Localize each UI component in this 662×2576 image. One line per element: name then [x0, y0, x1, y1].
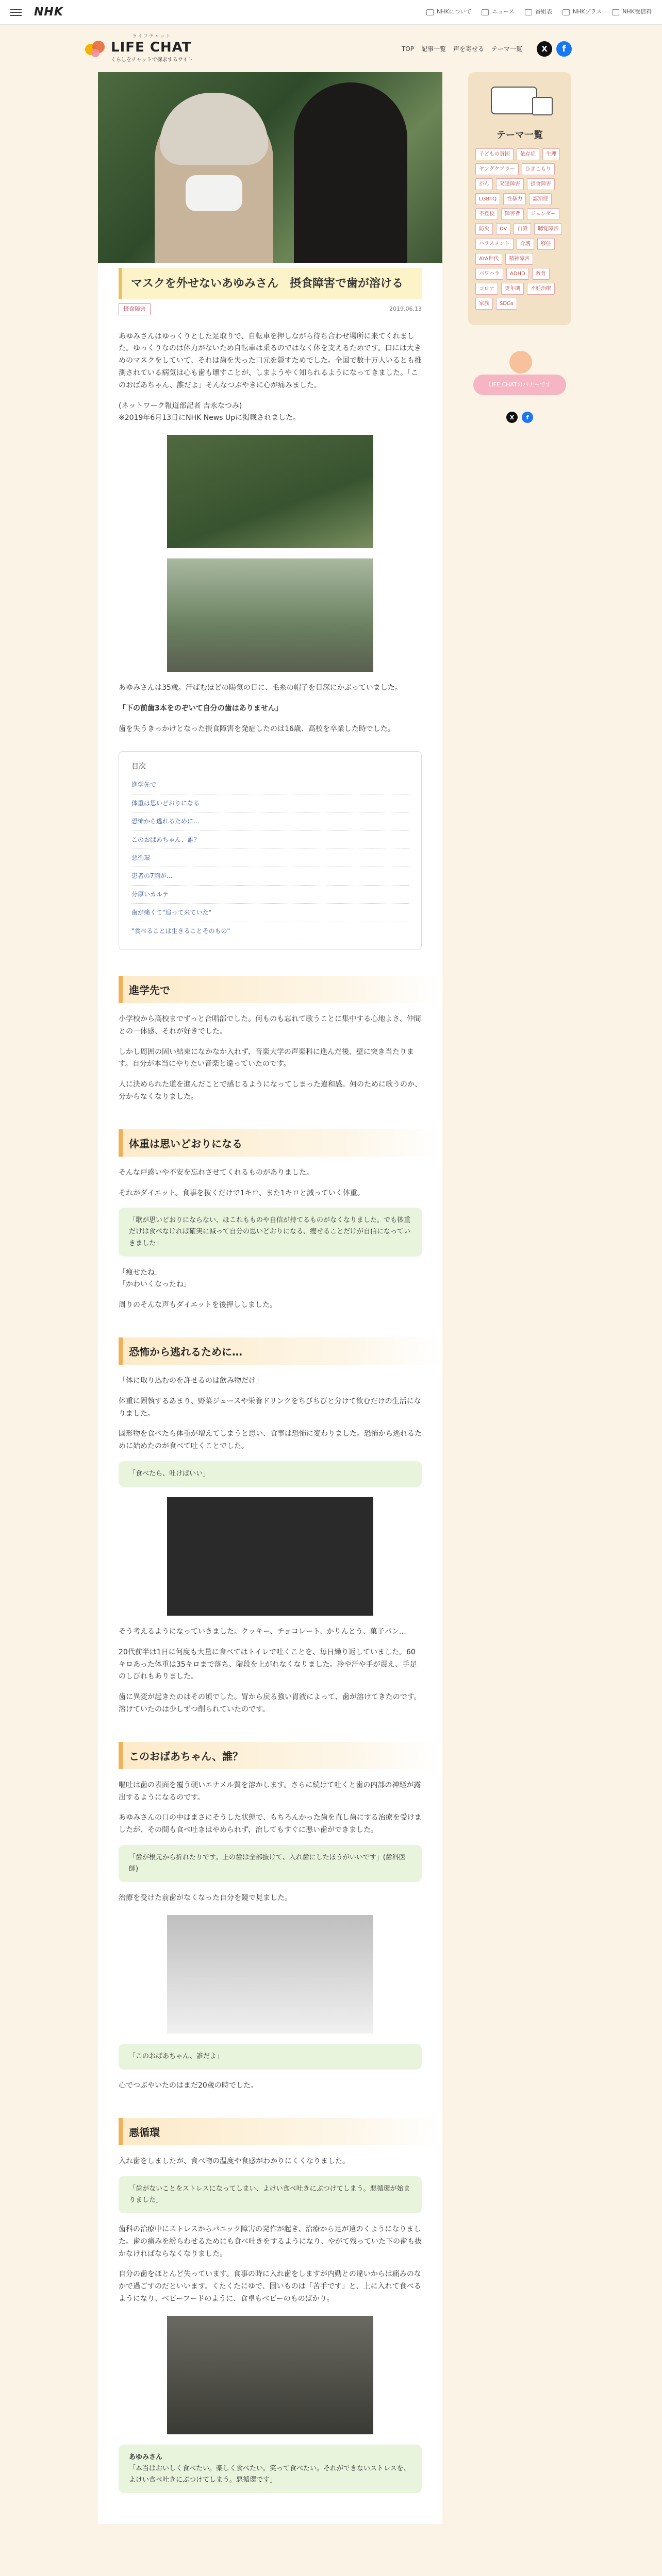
quote-text: 「本当はおいしく食べたい。楽しく食べたい。笑って食べたい。それができないストレスを、よけい食べ吐きにぶつけてしまう。悪循環です」: [129, 2464, 410, 2484]
nav-themes[interactable]: テーマ一覧: [491, 45, 522, 53]
brand-logo-icon: [85, 39, 106, 59]
theme-tag[interactable]: 発達障害: [496, 178, 524, 190]
photo-masked-woman: [167, 435, 373, 548]
theme-tag[interactable]: 防災: [475, 223, 493, 235]
section-paragraph: 体重に固執するあまり、野菜ジュースや栄養ドリンクをちびちびと分けて飲むだけの生活になりました。: [119, 1397, 421, 1418]
section-heading: 悪循環: [119, 2118, 442, 2145]
top-links: [426, 7, 652, 17]
theme-tag[interactable]: 摂食障害: [527, 178, 555, 190]
theme-tag[interactable]: 聴覚障害: [534, 223, 562, 235]
section-paragraph: しかし周囲の固い結束になかなか入れず、音楽大学の声楽科に進んだ後、壁に突き当たります。自分が本当にやりたい音楽と違っていたのです。: [119, 1047, 414, 1069]
section-heading: 恐怖から逃れるために…: [119, 1337, 442, 1365]
theme-tag[interactable]: 家族: [475, 298, 493, 310]
theme-tag[interactable]: 精神障害: [505, 253, 533, 265]
toc-item[interactable]: 悪循環: [131, 849, 409, 867]
intro-paragraph: あゆみさんはゆっくりとした足取りで、自転車を押しながら待ち合わせ場所に来てくれました。ゆっくりなのは体力がないため自転車は乗るのではなく体を支えるためです。口には大きめのマスクをしていて、それは歯を失った口元を隠すためでした。全国で数十万人いるとも推測されている病気は心も歯も壊すことが、しまようやく知られるようになってきました。「このおばあちゃん、誰だよ」そんなつぶやきに心が痛みました。: [119, 332, 422, 389]
play-icon: [562, 9, 570, 15]
section-paragraph: 嘔吐は歯の表面を覆う硬いエナメル質を溶かします。さらに続けて吐くと歯の内部の神経が露出するようになるのです。: [119, 1781, 421, 1802]
top-link-plus[interactable]: NHKプラス: [562, 7, 602, 17]
section-paragraph: あゆみさんの口の中はまさにそうした状態で、もちろんかった歯を直し歯にする治療を受けましたが、その間も食べ吐きはやめられず、治してもすぐに悪い歯ができました。: [119, 1814, 422, 1835]
quote-box: 「歯がないことをストレスになってしまい、よけい食べ吐きにぶつけてしまう。悪循環が始まりました」: [119, 2176, 422, 2213]
nav-contribute[interactable]: 声を寄せる: [453, 45, 484, 53]
theme-tag[interactable]: 自殺: [514, 223, 531, 235]
theme-tag[interactable]: DV: [496, 223, 510, 235]
photo-eating: [167, 1497, 373, 1616]
news-icon: [482, 9, 489, 15]
theme-tag[interactable]: 障害者: [501, 208, 524, 220]
toc-item[interactable]: 歯が痛くて"追って来ていた": [131, 904, 409, 922]
theme-tag[interactable]: パワハラ: [475, 268, 503, 280]
toc-item[interactable]: 分厚いカルテ: [131, 886, 409, 904]
laptop-illustration-icon: [475, 81, 564, 123]
theme-tag[interactable]: 更年期: [501, 283, 524, 295]
theme-tag[interactable]: LGBTQ: [475, 193, 500, 205]
theme-tag[interactable]: がん: [475, 178, 493, 190]
article-date: 2019.06.13: [389, 306, 422, 312]
menu-icon[interactable]: [10, 9, 22, 16]
section-paragraph: 入れ歯をしましたが、食べ物の温度や食感がわかりにくくなりました。: [119, 2157, 350, 2165]
theme-tag[interactable]: 教育: [532, 268, 550, 280]
quote-box: 「歯が根元から折れたりです。上の歯は全部抜けて、入れ歯にしたほうがいいです」(歯科医師): [119, 1845, 422, 1882]
toc-item[interactable]: 体重は思いどおりになる: [131, 794, 409, 812]
table-of-contents: [119, 751, 422, 950]
top-link-about[interactable]: NHKについて: [426, 7, 472, 17]
theme-list-title: テーマ一覧: [496, 130, 543, 141]
theme-tag[interactable]: ハラスメント: [475, 238, 514, 250]
section-paragraph: 自分の歯をほとんど失っています。食事の時に入れ歯をしますが内勤との違いからは痛みのなかで過ごすのだといいます。くたくたにゆで、固いものは「苦手です」と、上に入れて食べるようになり、ベビーフードのように、食卓もベビーのものばかり。: [119, 2270, 421, 2303]
section-heading: 進学先で: [119, 976, 442, 1003]
section-paragraph: そんな戸惑いや不安を忘れさせてくれるものがありました。: [119, 1168, 313, 1177]
sns-buttons: [537, 41, 572, 57]
theme-tag[interactable]: 依存症: [517, 148, 539, 160]
quote-speaker: あゆみさん: [129, 2453, 163, 2461]
section-paragraph: 小学校から高校までずっと合唱部でした。何ものも忘れて歌うことに集中する心地よさ、仲間との一体感、それが好きでした。: [119, 1014, 421, 1036]
site-header: [0, 25, 662, 71]
theme-tag[interactable]: 認知症: [529, 193, 552, 205]
theme-tag[interactable]: 介護: [517, 238, 534, 250]
section-paragraph: 固形物を食べたら体重が増えてしまうと思い、食事は恐怖に変わりました。恐怖から逃れるために始めたのが食べて吐くことでした。: [119, 1430, 422, 1451]
section-paragraph: 周りのそんな声もダイエットを後押ししました。: [119, 1301, 277, 1310]
article-title-box: [119, 268, 422, 299]
x-share-icon[interactable]: X: [537, 41, 552, 57]
theme-panel: [468, 72, 571, 325]
quote-box: 「このおばあちゃん、誰だよ」: [119, 2044, 422, 2070]
body-quote: 「下の前歯3本をのぞいて自分の歯はありません」: [119, 704, 283, 713]
section-paragraph: 20代前半は1日に何度も大量に食べてはトイレで吐くことを、毎日繰り返していました。60キロあった体重は35キロまで落ち、階段を上がれなくなりました。冷や汗や手が震え、手足のしびれもありました。: [119, 1648, 417, 1681]
banner-character-icon: [509, 351, 532, 374]
theme-tag[interactable]: SDGs: [496, 298, 517, 310]
theme-list: [475, 148, 564, 310]
toc-item[interactable]: 進学先で: [131, 776, 409, 794]
hero-image: [98, 72, 442, 263]
article-meta: [119, 303, 422, 315]
toc-item[interactable]: このおばあちゃん、誰？: [131, 831, 409, 849]
section-heading: このおばあちゃん、誰？: [119, 1742, 442, 1769]
theme-tag[interactable]: コロナ: [475, 283, 498, 295]
body-paragraph: あゆみさんは35歳。汗ばむほどの陽気の日に、毛糸の帽子を目深にかぶっていました。: [119, 684, 402, 692]
top-bar: [0, 0, 662, 25]
facebook-share-icon[interactable]: f: [556, 41, 572, 57]
theme-tag[interactable]: ADHD: [506, 268, 529, 280]
nav-articles[interactable]: 記事一覧: [421, 45, 446, 53]
fee-icon: [612, 9, 619, 15]
photo-masked-portrait: [167, 2316, 373, 2434]
link-icon: [426, 9, 434, 15]
x-share-icon[interactable]: X: [506, 412, 518, 423]
brand-kana: ライフチャット: [132, 34, 172, 39]
section-paragraph: 歯科の治療中にストレスからパニック障害の発作が起き、治療から足が遠のくようになりました。歯の痛みを紛らわせるためにも食べ吐きをするようになり、やがて残っていた下の歯も抜かなければならなくなりました。: [119, 2225, 422, 2258]
theme-tag[interactable]: AYA世代: [475, 253, 502, 265]
sidebar: [468, 72, 571, 423]
theme-tag[interactable]: ジェンダー: [527, 208, 559, 220]
nav-top[interactable]: TOP: [401, 45, 414, 53]
quote-box: [119, 2445, 422, 2493]
section-paragraph: 「体に取り込むのを許せるのは飲み物だけ」: [119, 1377, 263, 1385]
theme-tag[interactable]: 不妊治療: [527, 283, 555, 295]
brand-tagline: くらしをチャットで探求するサイト: [111, 57, 193, 63]
toc-title: 目次: [131, 762, 146, 771]
section-heading: 体重は思いどおりになる: [119, 1129, 442, 1157]
section-paragraph: 心でつぶやいたのはまだ20歳の時でした。: [119, 2081, 258, 2090]
quote-box: 「食べたら、吐けばいい」: [119, 1461, 422, 1487]
body-paragraph: 歯を失うきっかけとなった摂食障害を発症したのは16歳、高校を卒業した時でした。: [119, 724, 395, 733]
top-link-program[interactable]: 番組表: [525, 7, 552, 17]
toc-item[interactable]: 患者の7割が…: [131, 867, 409, 885]
section-paragraph: 治療を受けた前歯がなくなった自分を鏡で見ました。: [119, 1894, 292, 1903]
facebook-share-icon[interactable]: f: [522, 412, 533, 423]
article-tag[interactable]: 摂食障害: [119, 303, 151, 315]
theme-tag[interactable]: 不登校: [475, 208, 498, 220]
life-chat-banner[interactable]: [468, 346, 571, 408]
theme-tag[interactable]: 移住: [537, 238, 555, 250]
section-paragraph: それがダイエット。食事を抜くだけで1キロ、また1キロと減っていく体重。: [119, 1189, 365, 1197]
tv-icon: [525, 9, 532, 15]
brand-title: LIFE CHAT: [111, 40, 192, 56]
section-paragraph: 歯に異変が起きたのはその頃でした。胃から戻る強い胃液によって、歯が溶けてきたのです。溶けていたのは少しずつ削られていたのです。: [119, 1693, 421, 1714]
top-link-news[interactable]: ニュース: [482, 7, 514, 17]
theme-tag[interactable]: 性暴力: [503, 193, 526, 205]
theme-tag[interactable]: 子どもの貧困: [475, 148, 514, 160]
toc-item[interactable]: "食べることは生きることそのもの": [131, 922, 409, 940]
photo-bicycle: [167, 558, 373, 672]
top-link-fee[interactable]: NHK受信料: [612, 7, 652, 17]
quote-box: 「歌が思いどおりにならない、ほこれもものや自信が持てるものがなくなりました。でも体重だけは食べなければ確実に減って自分の思いどおりになる、痩せることだけが自信になっていきました」: [119, 1208, 422, 1256]
article-body: [119, 331, 422, 2493]
section-paragraph: 人に決められた道を進んだことで感じるようになってしまった違和感。何のために歌うのか、分からなくなりました。: [119, 1080, 422, 1101]
brand[interactable]: [85, 33, 193, 64]
section-paragraph: 「痩せたね」 「かわいくなったね」: [119, 1268, 191, 1289]
theme-tag[interactable]: 生理: [542, 148, 560, 160]
nhk-logo[interactable]: NHK: [34, 6, 63, 19]
article-title: マスクを外せないあゆみさん 摂食障害で歯が溶ける: [131, 277, 404, 290]
intro-credit: (ネットワーク報道部記者 吉永なつみ) ※2019年6月13日にNHK News Upに掲載されました。: [119, 401, 301, 422]
photo-teeth: [167, 1915, 373, 2033]
theme-tag[interactable]: ひきこもり: [522, 163, 555, 175]
banner-text: LIFE CHATのバナーです: [473, 375, 566, 395]
global-nav: [402, 41, 572, 57]
theme-tag[interactable]: ヤングケアラー: [475, 163, 519, 175]
section-paragraph: そう考えるようになっていきました。クッキー、チョコレート、かりんとう、菓子パン…: [119, 1628, 406, 1636]
toc-item[interactable]: 恐怖から逃れるために…: [131, 812, 409, 831]
article: [98, 72, 442, 2524]
sidebar-sns: [468, 412, 571, 423]
